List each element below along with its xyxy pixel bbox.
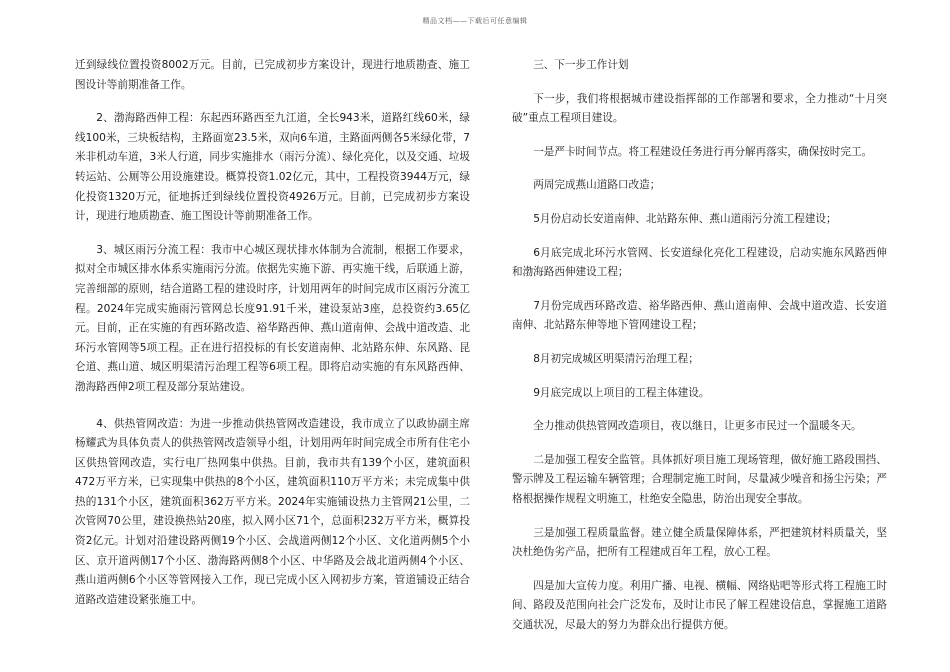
paragraph-quality-supervision: 三是加强工程质量监督。建立健全质量保障体系，严把建筑材料质量关，坚决杜绝伪劣产品，把所有工程建成百年工程，放心工程。 xyxy=(512,526,887,559)
paragraph-heating-network: 4、供热管网改造：为进一步推动供热管网改造建设，我市成立了以政协副主席杨耀武为具体负责人的供热管网改造领导小组，计划用两年时间完成全市所有住宅小区供热管网改造，实行电厂热网集中供热。目前，我市共有139个小区，建筑面积472万平方米，已实现集中供热的8个小区，建筑面积110万平方米；未完成集中供热的131个小区，建筑面积362万平方米。2024年实施铺设热力主管网21公里，二次管网70公里，建设换热站20座，拟入网小区71个，总面积232万平方米，概算投资2亿元。计划对沿建设路两侧19个小区、会战道两侧12个小区、文化道两侧5个小区、京开道两侧17个小区、渤海路两侧8个小区、中华路及会战北道两侧4个小区、燕山道两侧6个小区等管网接入工作，现已完成小区入网初步方案，管道铺设正结合道路改造建设紧张施工中。 xyxy=(75,417,470,606)
paragraph-bohai-road-extension: 2、渤海路西伸工程：东起西环路西至九江道，全长943米，道路红线60米，绿线100米，三块板结构，主路面宽23.5米，双向6车道，主路面两侧各5米绿化带，7米非机动车道，3米人行道，同步实施排水（雨污分流）、绿化亮化，以及交通、垃圾转运站、公厕等公用设施建设。概算投资1.02亿元，其中，工程投资3944万元，绿化投资1320万元，征地拆迁到绿线位置投资4926万元。目前，已完成初步方案设计，现进行地质勘查、施工图设计等前期准备工作。 xyxy=(75,112,470,223)
right-column xyxy=(512,56,887,635)
page-header-note: 精品文档——下载后可任意编辑 xyxy=(422,17,528,25)
paragraph-june-plan: 6月底完成北环污水管网、长安道绿化亮化工程建设，启动实施东风路西伸和渤海路西伸建设工程； xyxy=(512,246,887,279)
paragraph-heating-push: 全力推动供热管网改造项目，夜以继日，让更多市民过一个温暖冬天。 xyxy=(533,420,862,433)
paragraph-rain-sewage-separation: 3、城区雨污分流工程：我市中心城区现状排水体制为合流制，根据工作要求，拟对全市城区排水体系实施雨污分流。依据先实施下游、再实施干线，后联通上游，完善细部的原则，结合道路工程的建设时序，计划用两年的时间完成市区雨污分流工程。2024年完成实施雨污管网总长度91.91千米，建设泵站3座，总投资约3.65亿元。目前，正在实施的有西环路改造、裕华路西伸、燕山道南伸、会战中道改造、北环污水管网等5项工程。正在进行招投标的有长安道南伸、北站路东伸、东风路、昆仑道、燕山道、城区明渠清污治理工程等6项工程。即将启动实施的有东风路西伸、渤海路西伸2项工程及部分泵站建设。 xyxy=(75,243,470,393)
left-column xyxy=(75,56,470,610)
paragraph-next-steps-intro: 下一步，我们将根据城市建设指挥部的工作部署和要求，全力推动“十月突破”重点工程项目建设。 xyxy=(512,92,887,125)
paragraph-july-plan: 7月份完成西环路改造、裕华路西伸、燕山道南伸、会战中道改造、长安道南伸、北站路东伸等地下管网建设工程； xyxy=(512,299,887,332)
paragraph-publicity: 四是加大宣传力度。利用广播、电视、横幅、网络贴吧等形式将工程施工时间、路段及范围向社会广泛发布，及时让市民了解工程建设信息，掌握施工道路交通状况，尽最大的努力为群众出行提供方便。 xyxy=(512,579,887,631)
section-heading-next-steps: 三、下一步工作计划 xyxy=(533,59,629,71)
paragraph-two-weeks: 两周完成燕山道路口改造； xyxy=(533,179,661,192)
paragraph-september-plan: 9月底完成以上项目的工程主体建设。 xyxy=(533,386,710,399)
paragraph-may-plan: 5月份启动长安道南伸、北站路东伸、燕山道雨污分流工程建设； xyxy=(533,212,837,225)
paragraph-august-plan: 8月初完成城区明渠清污治理工程； xyxy=(533,352,699,365)
paragraph-safety-supervision: 二是加强工程安全监管。具体抓好项目施工现场管理，做好施工路段围挡、警示牌及工程运输车辆管理；合理制定施工时间，尽量减少噪音和扬尘污染；严格根据操作规程文明施工，杜绝安全隐患，防治出现安全事故。 xyxy=(512,453,887,505)
paragraph-time-nodes: 一是严卡时间节点。将工程建设任务进行再分解再落实，确保按时完工。 xyxy=(533,145,873,158)
paragraph-investment-tail: 迁到绿线位置投资8002万元。目前，已完成初步方案设计，现进行地质勘查、施工图设计等前期准备工作。 xyxy=(75,59,470,91)
